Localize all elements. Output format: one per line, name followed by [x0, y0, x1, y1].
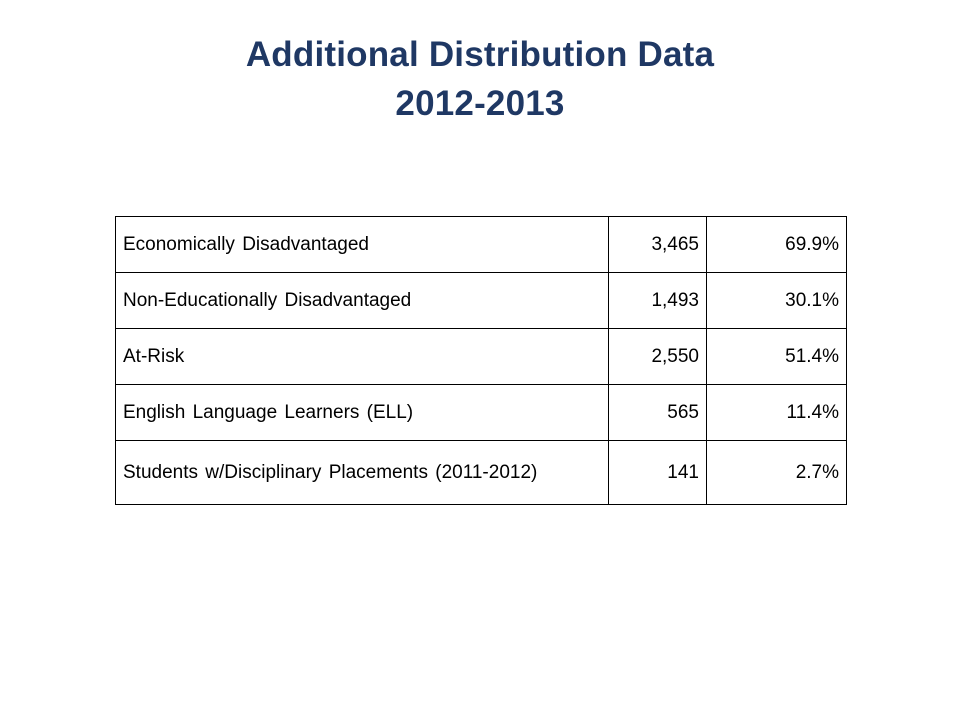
row-count: 565 [609, 385, 707, 441]
slide-title [0, 30, 960, 128]
row-count: 1,493 [609, 273, 707, 329]
row-count: 2,550 [609, 329, 707, 385]
row-count: 3,465 [609, 217, 707, 273]
table-row [116, 273, 847, 329]
row-label: At-Risk [116, 329, 609, 385]
row-label: Economically Disadvantaged [116, 217, 609, 273]
row-label: English Language Learners (ELL) [116, 385, 609, 441]
title-heading: Additional Distribution Data [245, 35, 715, 74]
row-percent: 2.7% [707, 441, 847, 505]
table-row [116, 329, 847, 385]
row-count: 141 [609, 441, 707, 505]
distribution-table [115, 216, 847, 505]
row-percent: 11.4% [707, 385, 847, 441]
row-percent: 69.9% [707, 217, 847, 273]
row-label: Non-Educationally Disadvantaged [116, 273, 609, 329]
table-row [116, 217, 847, 273]
row-percent: 51.4% [707, 329, 847, 385]
row-percent: 30.1% [707, 273, 847, 329]
table-row [116, 441, 847, 505]
title-year-range: 2012-2013 [395, 84, 565, 123]
table-row [116, 385, 847, 441]
row-label: Students w/Disciplinary Placements (2011-2012) [116, 441, 609, 505]
